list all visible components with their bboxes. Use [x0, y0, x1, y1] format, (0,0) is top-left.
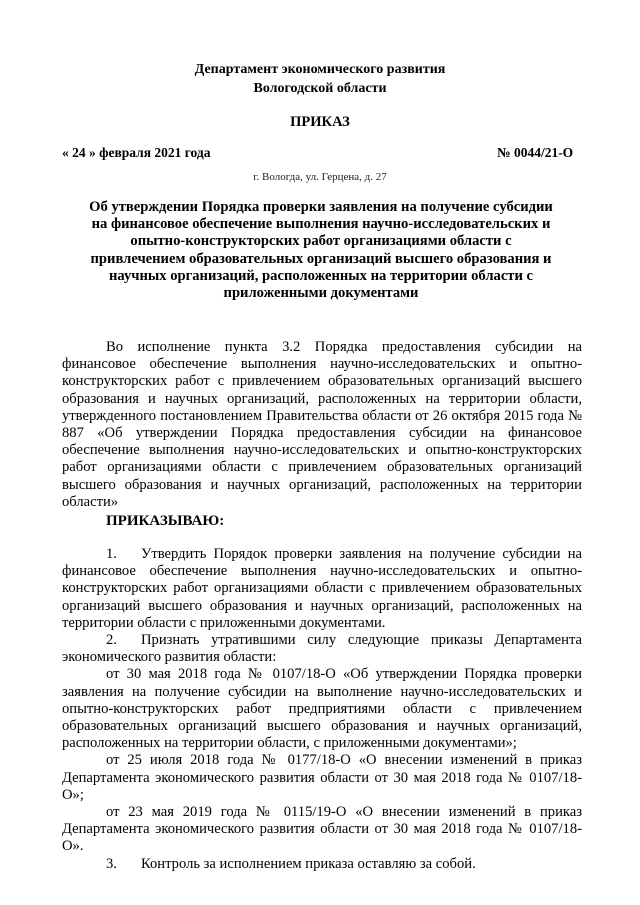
repealed-order-2: от 25 июля 2018 года № 0177/18-О «О внесении изменений в приказ Департамента экономического развития области от 30 мая 2018 года № 0107/18-О»;	[62, 752, 582, 803]
item-text: Утвердить Порядок проверки заявления на получение субсидии на финансовое обеспечение выполнения научно-исследовательских и опытно-конструкторских работ организациями области с привлечением образовательных организаций высшего образования и научных организаций, расположенных на территории области с приложенными документами.	[62, 546, 582, 631]
department-region: Вологодской области	[253, 81, 387, 96]
order-date: « 24 » февраля 2021 года	[62, 145, 211, 160]
document-title: Об утверждении Порядка проверки заявления на получение субсидии на финансовое обеспечение выполнения научно-исследовательских и опытно-конструкторских работ организациями области с привлечением образовательных организаций высшего образования и научных организаций, расположенных на территории области с приложенными документами	[89, 199, 553, 302]
repealed-order-1: от 30 мая 2018 года № 0107/18-О «Об утверждении Порядка проверки заявления на получение субсидии на выполнение научно-исследовательских и опытно-конструкторских работ предприятиями области с привлечением образовательных организаций высшего образования и научных организаций, расположенных на территории области, с приложенными документами»;	[62, 666, 582, 752]
order-number: № 0044/21-О	[497, 145, 574, 160]
order-item-1	[62, 546, 582, 632]
item-number: 1.	[106, 546, 117, 562]
department-name: Департамент экономического развития	[194, 62, 446, 77]
order-place: г. Вологда, ул. Герцена, д. 27	[253, 171, 387, 183]
intro-paragraph: Во исполнение пункта 3.2 Порядка предоставления субсидии на финансовое обеспечение выполнения научно-исследовательских и опытно-конструкторских работ с привлечением образовательных организаций высшего образования и научных организаций, расположенных на территории области, утвержденного постановлением Правительства области от 26 октября 2015 года № 887 «Об утверждении Порядка предоставления субсидии на финансовое обеспечение выполнения научно-исследовательских и опытно-конструкторских работ организациями области с привлечением образовательных организаций высшего образования и научных организаций, расположенных на территории области»	[62, 339, 582, 510]
order-item-3	[62, 856, 582, 873]
order-item-2	[62, 632, 582, 666]
item-text: Контроль за исполнением приказа оставляю за собой.	[141, 855, 476, 872]
item-text: Признать утратившими силу следующие приказы Департамента экономического развития области:	[62, 632, 582, 666]
item-number: 2.	[106, 632, 117, 649]
order-body	[62, 546, 582, 873]
repealed-order-3: от 23 мая 2019 года № 0115/19-О «О внесении изменений в приказ Департамента экономического развития области от 30 мая 2018 года № 0107/18-О».	[62, 804, 582, 855]
item-number: 3.	[106, 855, 117, 872]
doc-type: ПРИКАЗ	[290, 114, 350, 130]
orders-heading: ПРИКАЗЫВАЮ:	[106, 513, 225, 529]
department-header	[0, 60, 640, 98]
